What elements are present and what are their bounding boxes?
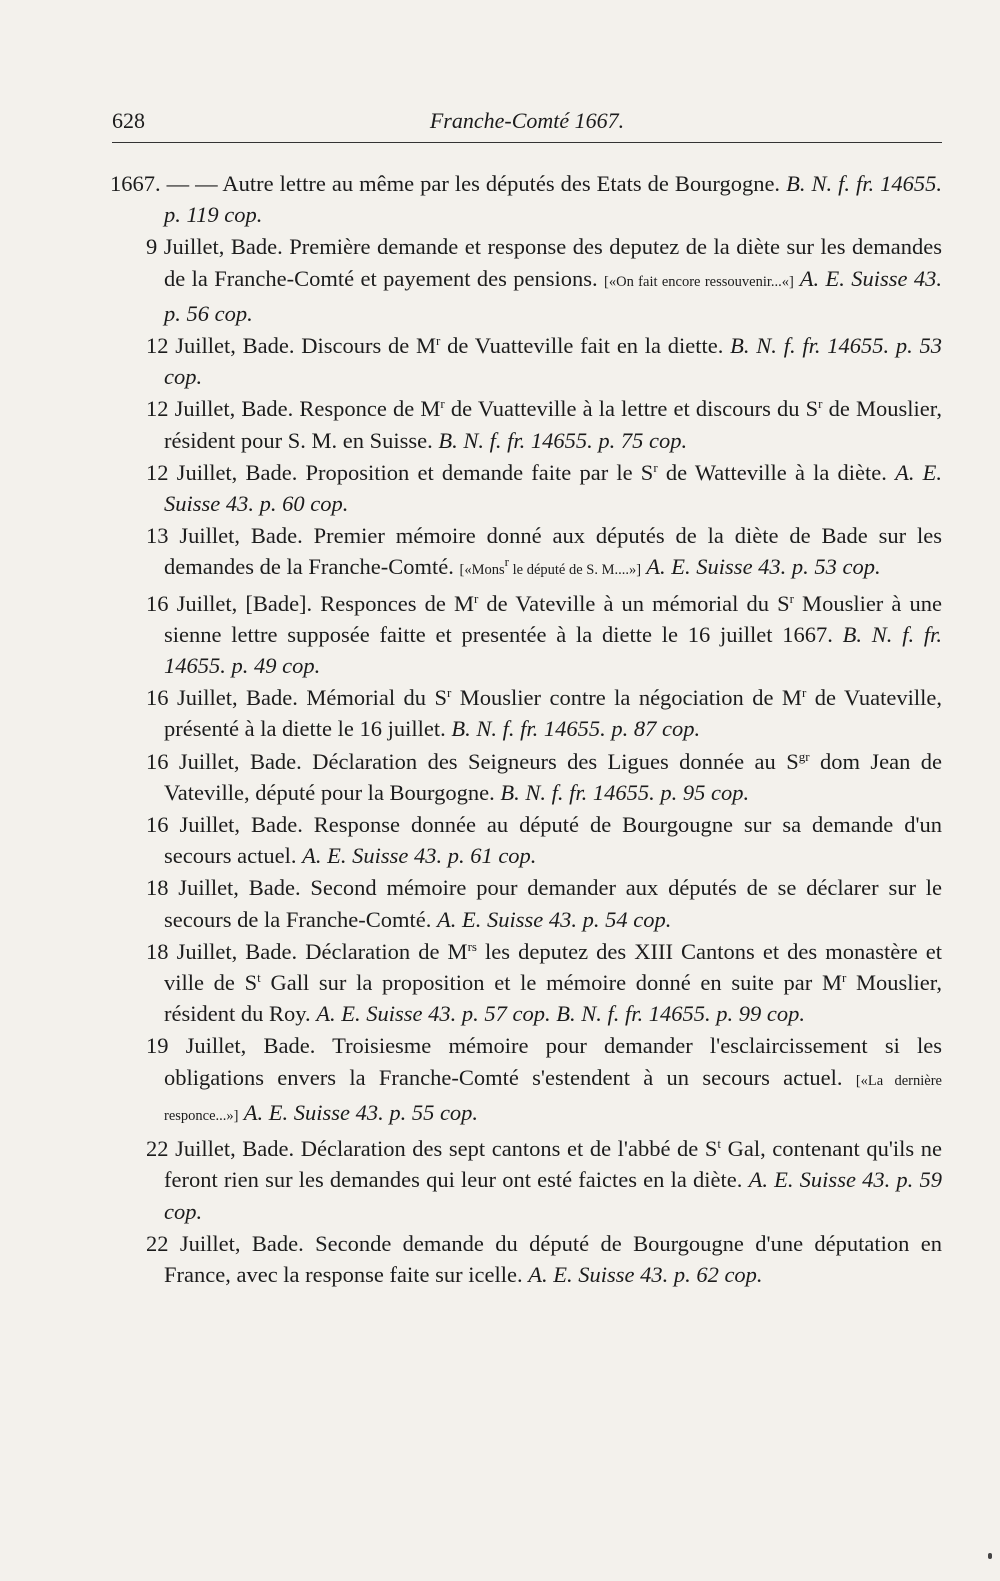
archive-reference: B. N. f. fr. 14655. p. 75 cop. [438,427,688,453]
archive-reference: A. E. Suisse 43. p. 56 cop. [164,265,942,326]
superscript: r [440,396,445,412]
archive-reference: A. E. Suisse 43. p. 62 cop. [528,1261,763,1287]
entry-date: 16 Juillet, Bade. [146,685,298,711]
entry-date: 18 Juillet, Bade. [146,938,298,964]
page-mark [988,1553,992,1559]
entry-text: Déclaration des sept cantons et de l'abbé de S [294,1136,718,1162]
entry-text: Responce de M [293,396,441,422]
entry-date: 1667. — — [110,171,218,196]
entry-text: Déclaration des Seigneurs des Ligues donnée au S [301,748,799,774]
archive-reference: B. N. f. fr. 14655. p. 49 cop. [164,621,942,679]
list-item [110,936,942,1030]
entry-date: 13 Juillet, Bade. [146,523,303,549]
superscript: t [717,1136,722,1152]
archive-reference: B. N. f. fr. 14655. p. 119 cop. [164,171,943,228]
superscript: r [504,554,509,570]
entry-text: Second mémoire pour demander aux députés de se déclarer sur le secours de la Franche-Comté. [164,875,942,932]
entry-date: 12 Juillet, Bade. [146,333,295,359]
superscript: t [257,970,261,986]
quoted-incipit: [«Mons [459,562,505,579]
archive-reference: B. N. f. fr. 14655. p. 53 cop. [164,333,942,390]
entry-text: de Mouslier, résident pour S. M. en Suisse. [164,396,942,453]
entry-date: 18 Juillet, Bade. [146,875,301,901]
entry-date: 22 Juillet, Bade. [146,1136,295,1162]
page-header [112,108,942,142]
list-item [110,231,942,329]
entry-text: Response donnée au député de Bourgougne sur sa demande d'un secours actuel. [164,812,942,869]
entry-list [110,168,942,1290]
entry-text: Autre lettre au même par les députés des Etats de Bourgogne. [217,171,787,196]
archive-reference: A. E. Suisse 43. p. 61 cop. [302,843,537,869]
entry-text: de Watteville à la diète. [657,459,896,485]
entry-text: Gall sur la proposition et le mémoire donné en suite par M [260,970,842,996]
list-item [110,330,942,392]
entry-text: Mouslier à une sienne lettre supposée faitte et presentée à la diette le 16 juillet 1667. [164,590,942,647]
entry-date: 16 Juillet, Bade. [146,812,303,838]
list-item [110,809,942,871]
list-item [110,872,942,934]
entry-date: 19 Juillet, Bade. [146,1033,316,1059]
entry-text: Premier mémoire donné aux députés de la diète de Bade sur les demandes de la Franche-Comté. [164,523,942,580]
entry-text: Déclaration de M [297,938,468,964]
entry-date: 12 Juillet, Bade. [146,459,298,485]
entry-text: de Vateville à un mémorial du S [478,590,790,616]
list-item [110,746,942,808]
quoted-incipit: [«La dernière responce...»] [164,1072,942,1124]
entry-text: Discours de M [294,333,437,359]
entry-text: Responces de M [312,590,474,616]
list-item [110,682,942,744]
entry-text: dom Jean de Vateville, député pour la Bourgogne. [164,748,943,805]
running-title: Franche-Comté 1667. [429,108,625,133]
superscript: r [473,590,479,606]
list-item [110,1228,942,1290]
archive-reference: A. E. Suisse 43. p. 60 cop. [164,459,942,517]
archive-reference: B. N. f. fr. 14655. p. 87 cop. [451,716,701,742]
superscript: r [653,459,658,475]
entry-date: 16 Juillet, Bade. [146,748,302,774]
entry-text: de Vuateville, présenté à la diette le 16 juillet. [164,685,942,742]
list-item [110,588,942,682]
entry-text: de Vuatteville à la lettre et discours du S [444,396,819,422]
header-rule [112,142,942,143]
entry-date: 16 Juillet, [Bade]. [146,590,313,616]
archive-reference: A. E. Suisse 43. p. 57 cop. B. N. f. fr. 14655. p. 99 cop. [316,1001,806,1027]
entry-date: 9 Juillet, Bade. [146,234,283,260]
archive-reference: A. E. Suisse 43. p. 53 cop. [641,554,881,580]
superscript: r [436,333,441,349]
entry-text: Seconde demande du député de Bourgougne d'une députation en France, avec la response faite sur icelle. [164,1230,942,1287]
entry-text: Première demande et response des deputez de la diète sur les demandes de la Franche-Comté et payement des pensions. [164,234,942,291]
superscript: r [801,685,807,701]
list-item [110,168,942,230]
superscript: r [789,590,794,606]
superscript: r [446,685,452,701]
list-item [110,520,942,586]
archive-reference: A. E. Suisse 43. p. 54 cop. [437,906,672,932]
archive-reference: A. E. Suisse 43. p. 59 cop. [164,1167,942,1224]
quoted-incipit: le député de S. M....»] [509,562,642,579]
list-item [110,457,942,519]
superscript: rs [467,938,477,954]
list-item [110,1133,942,1227]
entry-date: 12 Juillet, Bade. [146,396,294,422]
entry-text: de Vuatteville fait en la diette. [440,333,731,359]
superscript: gr [798,748,810,764]
quoted-incipit: [«On fait encore ressouvenir...«] [604,273,794,290]
archive-reference: B. N. f. fr. 14655. p. 95 cop. [500,779,750,805]
entry-text: Mouslier contre la négociation de M [451,685,802,711]
entry-text: Troisiesme mémoire pour demander l'esclaircissement si les obligations envers la Franche-Comté s'estendent à un secours actuel. [164,1033,943,1090]
list-item [110,1030,942,1132]
entry-text: les deputez des XIII Cantons et des monastère et ville de S [164,938,943,996]
entry-text: Proposition et demande faite par le S [297,459,654,485]
list-item [110,393,942,455]
entry-date: 22 Juillet, Bade. [146,1230,304,1256]
entry-text: Mouslier, résident du Roy. [164,970,942,1027]
archive-reference: A. E. Suisse 43. p. 55 cop. [238,1099,479,1125]
superscript: r [841,970,847,986]
entry-text: Mémorial du S [297,685,447,711]
page-number: 628 [112,108,145,133]
superscript: r [818,396,823,412]
entry-text: Gal, contenant qu'ils ne feront rien sur les demandes qui leur ont esté faictes en la diète. [164,1136,942,1193]
